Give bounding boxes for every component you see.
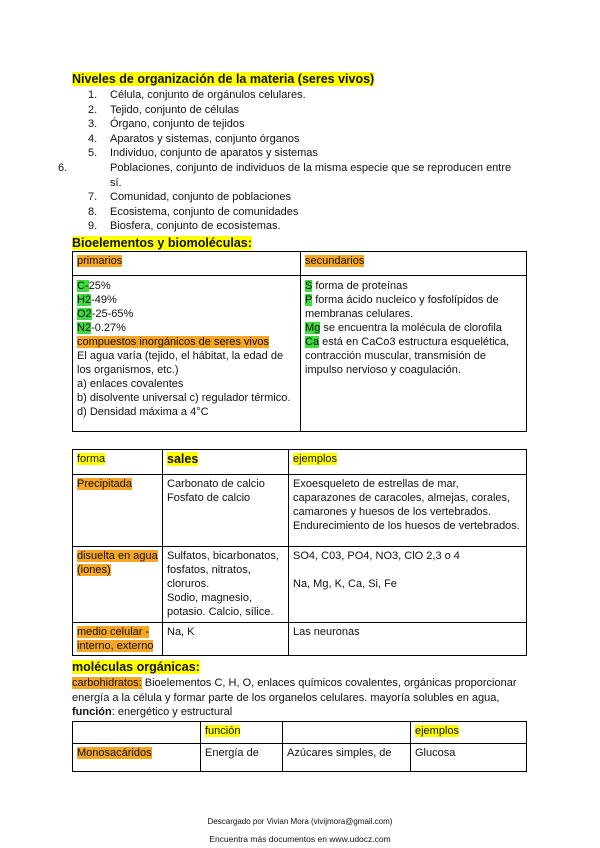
ejemplo-cell: Glucosa — [411, 744, 527, 772]
sales-cell: Carbonato de calcio Fosfato de calcio — [163, 475, 289, 547]
empty-header — [73, 722, 201, 744]
carbohidratos-label: carbohidratos: — [72, 677, 142, 689]
secundarios-list — [305, 279, 522, 377]
prop-d: d) Densidad máxima a 4°C — [77, 406, 209, 418]
list-item: 9. Biosfera, conjunto de ecosistemas. — [88, 220, 281, 233]
secundarios-cell — [301, 276, 527, 432]
bioelementos-table — [72, 251, 527, 432]
agua-text: El agua varía (tejido, el hábitat, la edad de los organismos, etc.) — [77, 350, 284, 376]
primario-item: H2-49% — [77, 294, 117, 306]
primario-item: N2-0.27% — [77, 322, 126, 334]
funcion-cell: Energía de — [201, 744, 283, 772]
header-funcion: función — [201, 722, 283, 744]
list-item: 6. Poblaciones, conjunto de individuos de la misma especie que se reproducen entre sí. — [58, 161, 512, 189]
ejemplos-cell: SO4, C03, PO4, NO3, ClO 2,3 o 4 Na, Mg, K, Ca, Si, Fe — [289, 547, 527, 623]
list-item: 8. Ecosistema, conjunto de comunidades — [88, 205, 299, 218]
primarios-cell — [73, 276, 301, 432]
secundario-item: Ca está en CaCo3 estructura esquelética, contracción muscular, transmisión de impulso nervioso y coagulación. — [305, 336, 510, 376]
header-sales: sales — [163, 450, 289, 475]
secundario-item: P forma ácido nucleico y fosfolípidos de membranas celulares. — [305, 294, 499, 320]
header-ejemplos-carb: ejemplos — [411, 722, 527, 744]
header-forma: forma — [73, 450, 163, 475]
list-item: 3. Órgano, conjunto de tejidos — [88, 118, 245, 131]
ejemplos-cell: Las neuronas — [289, 623, 527, 656]
empty-header — [283, 722, 411, 744]
sales-table — [72, 449, 527, 656]
header-secundarios: secundarios — [301, 252, 527, 276]
header-ejemplos: ejemplos — [289, 450, 527, 475]
sales-cell: Na, K — [163, 623, 289, 656]
funcion-label: función — [72, 706, 112, 718]
forma-cell: disuelta en agua (iones) — [73, 547, 163, 623]
carbohidratos-paragraph: carbohidratos: Bioelementos C, H, O, enlaces químicos covalentes, orgánicas proporcionar energía a la célula y formar parte de los organelos celulares. mayoría solubles en agua, función: energético y estructural — [72, 677, 517, 718]
carbohidratos-table — [72, 721, 527, 772]
sales-cell: Sulfatos, bicarbonatos, fosfatos, nitratos, cloruros. Sodio, magnesio, potasio. Calcio, sílice. — [163, 547, 289, 623]
header-primarios: primarios — [73, 252, 301, 276]
prop-b: b) disolvente universal c) regulador térmico. — [77, 392, 291, 404]
primarios-list — [77, 279, 296, 335]
footer-udocz: Encuentra más documentos en www.udocz.com — [209, 834, 391, 844]
primario-item: C-25% — [77, 280, 111, 292]
inorganicos-label: compuestos inorgánicos de seres vivos — [77, 336, 269, 348]
list-item: 2. Tejido, conjunto de células — [88, 103, 240, 116]
niveles-list — [58, 88, 520, 234]
secundario-item: S forma de proteínas — [305, 280, 408, 292]
section-title-bioelementos: Bioelementos y biomoléculas: — [72, 236, 252, 250]
prop-a: a) enlaces covalentes — [77, 378, 184, 390]
list-item: 7. Comunidad, conjunto de poblaciones — [88, 191, 292, 204]
list-item: 5. Individuo, conjunto de aparatos y sistemas — [88, 147, 318, 160]
forma-cell: Precipitada — [73, 475, 163, 547]
section-title-organicas: moléculas orgánicas: — [72, 660, 200, 674]
list-item: 4. Aparatos y sistemas, conjunto órganos — [88, 132, 300, 145]
secundario-item: Mg se encuentra la molécula de clorofila — [305, 322, 502, 334]
ejemplos-cell: Exoesqueleto de estrellas de mar, caparazones de caracoles, almejas, corales, camarones y huesos de los vertebrados. Endurecimiento de los huesos de vertebrados. — [289, 475, 527, 547]
section-title-niveles: Niveles de organización de la materia (seres vivos) — [72, 72, 375, 86]
footer-downloaded: Descargado por Vivian Mora (vivijmora@gmail.com) — [207, 817, 393, 826]
primario-item: O2-25-65% — [77, 308, 134, 320]
desc-cell: Azúcares simples, de — [283, 744, 411, 772]
list-item: 1. Célula, conjunto de orgánulos celulares. — [88, 89, 306, 101]
tipo-cell: Monosacáridos — [73, 744, 201, 772]
forma-cell: medio celular -interno, externo — [73, 623, 163, 656]
